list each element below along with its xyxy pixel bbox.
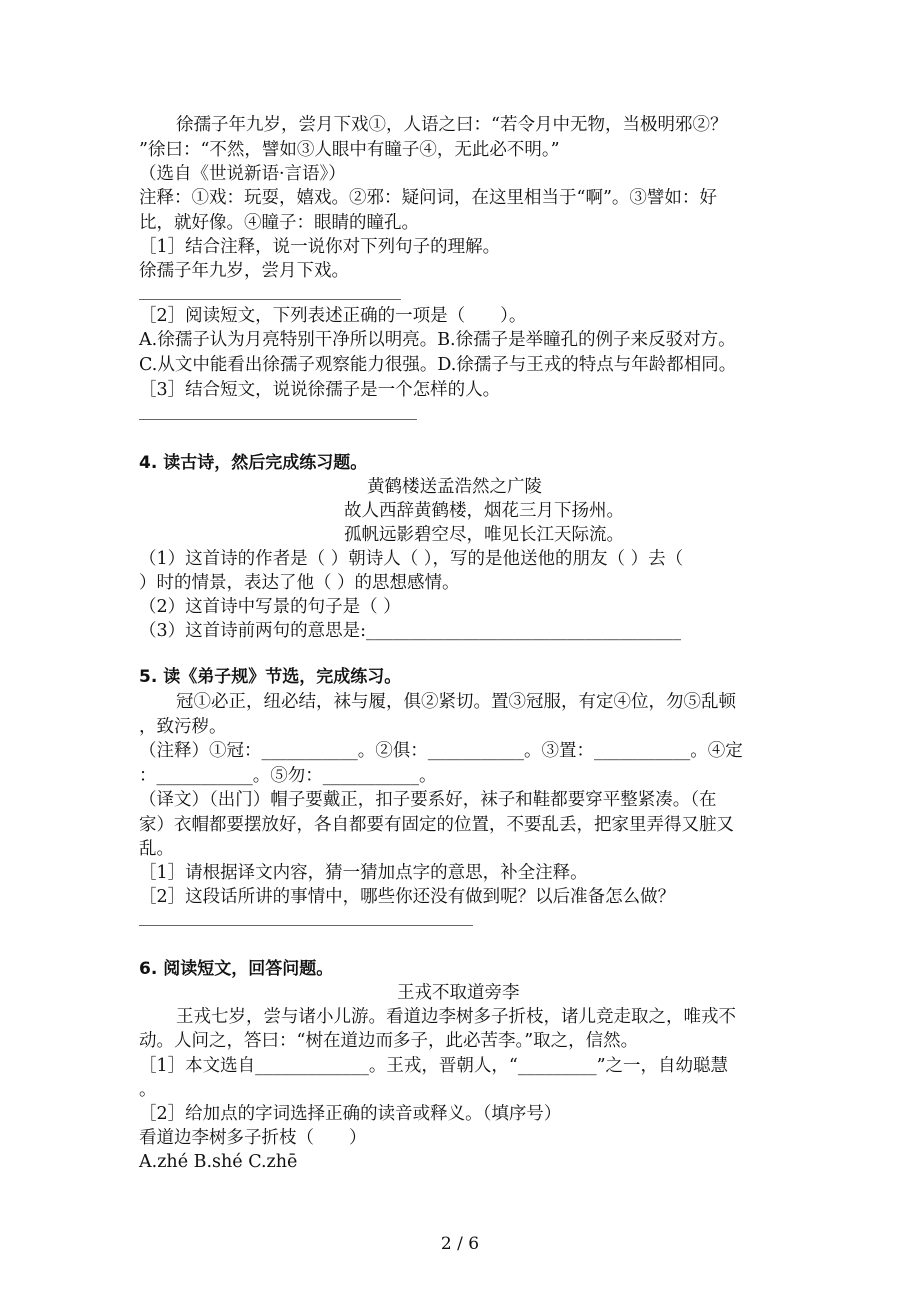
page-number: 2 / 6 — [440, 1234, 480, 1254]
passage1-note1: 注释：①戏：玩耍，嬉戏。②邪：疑问词，在这里相当于“啊”。③譬如：好 — [139, 188, 717, 208]
passage1-line2: ”徐曰：“不然，譬如③人眼中有瞳子④，无此必不明。” — [139, 140, 560, 160]
answer-line[interactable] — [139, 299, 401, 300]
section6-text-line1: 王戎七岁，尝与诸小儿游。看道边李树多子折枝，诸儿竞走取之，唯戎不 — [176, 1007, 736, 1027]
poem-line2: 孤帆远影碧空尽，唯见长江天际流。 — [344, 525, 624, 545]
section5-translation-line1: （译文）（出门）帽子要戴正，扣子要系好，袜子和鞋都要穿平整紧凑。（在 — [139, 790, 717, 810]
passage1-q2-options-ab: A.徐孺子认为月亮特别干净所以明亮。B.徐孺子是举瞳孔的例子来反驳对方。 — [139, 330, 736, 350]
section6-heading: 6. 阅读短文，回答问题。 — [139, 959, 334, 979]
passage1-source: （选自《世说新语·言语》） — [139, 164, 346, 184]
section4-q1-line1: （1）这首诗的作者是（ ）朝诗人（ ），写的是他送他的朋友（ ）去（ — [139, 549, 684, 569]
passage1-line1: 徐孺子年九岁，尝月下戏①，人语之曰：“若令月中无物，当极明邪②？ — [176, 115, 728, 135]
answer-line[interactable] — [139, 925, 473, 926]
section5-translation-line3: 乱。 — [139, 839, 174, 859]
section6-q2-sentence: 看道边李树多子折枝（ ） — [139, 1128, 367, 1148]
poem-title: 黄鹤楼送孟浩然之广陵 — [367, 477, 542, 497]
section6-q2: ［2］给加点的字词选择正确的读音或释义。（填序号） — [139, 1104, 562, 1124]
answer-line[interactable] — [139, 419, 417, 420]
passage1-note2: 比，就好像。④瞳子：眼睛的瞳孔。 — [139, 213, 419, 233]
section6-q1-line1: ［1］本文选自_____________。王戎，晋朝人，“_________”之一，自幼聪慧 — [139, 1056, 729, 1076]
poem-line1: 故人西辞黄鹤楼，烟花三月下扬州。 — [344, 501, 624, 521]
section4-q2: （2）这首诗中写景的句子是（ ） — [139, 597, 401, 617]
section5-text-line2: ，致污秽。 — [139, 717, 227, 737]
passage1-q3: ［3］结合短文，说说徐孺子是一个怎样的人。 — [139, 380, 501, 400]
section5-heading: 5. 读《弟子规》节选，完成练习。 — [139, 667, 402, 687]
passage1-q2: ［2］阅读短文，下列表述正确的一项是（ ）。 — [139, 306, 527, 326]
section5-text-line1: 冠①必正，纽必结，袜与履，俱②紧切。置③冠服，有定④位，勿⑤乱顿 — [176, 692, 736, 712]
section5-note-line1: （注释）①冠：___________。②俱：___________。③置：___________。④定 — [139, 741, 743, 761]
section5-q1: ［1］请根据译文内容，猜一猜加点字的意思，补全注释。 — [139, 863, 588, 883]
section6-q2-options: A.zhé B.shé C.zhē — [139, 1152, 298, 1172]
section6-q1-line2: 。 — [139, 1080, 157, 1100]
section5-note-line2: ：___________。⑤勿：___________。 — [139, 766, 437, 786]
passage1-q1: ［1］结合注释，说一说你对下列句子的理解。 — [139, 237, 501, 257]
section6-text-line2: 动。人问之，答曰：“树在道边而多子，此必苦李。”取之，信然。 — [139, 1031, 639, 1051]
passage1-q2-options-cd: C.从文中能看出徐孺子观察能力很强。D.徐孺子与王戎的特点与年龄都相同。 — [139, 355, 737, 375]
passage1-q1-sentence: 徐孺子年九岁，尝月下戏。 — [139, 261, 349, 281]
section4-heading: 4. 读古诗，然后完成练习题。 — [139, 453, 368, 473]
section4-q3: （3）这首诗前两句的意思是:____________________________________ — [139, 621, 682, 641]
section4-q1-line2: ）时的情景，表达了他（ ）的思想感情。 — [139, 573, 460, 593]
section6-title: 王戎不取道旁李 — [397, 983, 520, 1003]
section5-q2: ［2］这段话所讲的事情中，哪些你还没有做到呢？以后准备怎么做？ — [139, 887, 676, 907]
section5-translation-line2: 家）衣帽都要摆放好，各自都要有固定的位置，不要乱丢，把家里弄得又脏又 — [139, 815, 734, 835]
